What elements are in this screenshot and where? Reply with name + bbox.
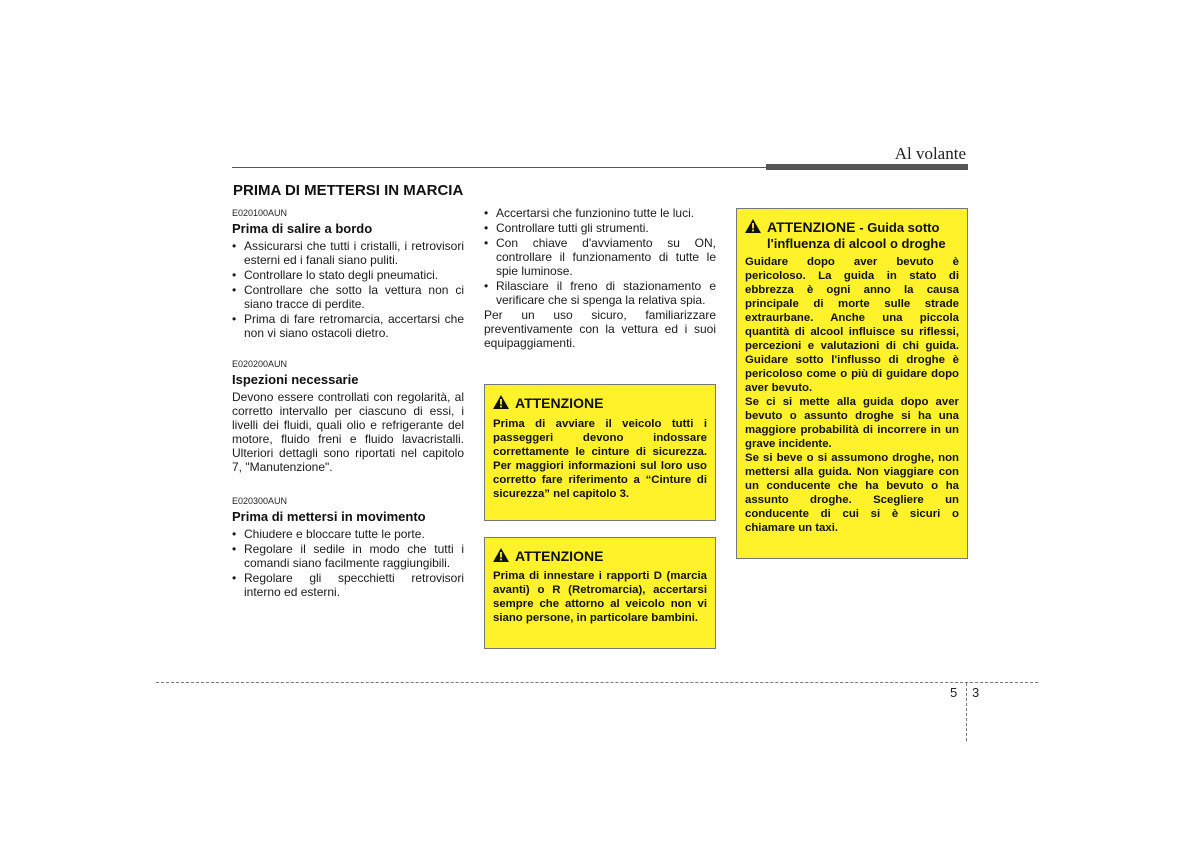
warning-subtitle: - Guida sotto l'influenza di alcool o droghe bbox=[767, 220, 946, 251]
subheading-before-boarding: Prima di salire a bordo bbox=[232, 221, 373, 236]
subheading-inspections: Ispezioni necessarie bbox=[232, 372, 359, 387]
subheading-before-moving: Prima di mettersi in movimento bbox=[232, 509, 426, 524]
warning-box-seatbelts bbox=[484, 384, 716, 521]
list-item: • Regolare gli specchietti retrovisori interno ed esterni. bbox=[232, 571, 464, 599]
list-item: • Prima di fare retromarcia, accertarsi che non vi siano ostacoli dietro. bbox=[232, 312, 464, 340]
warning-title: ATTENZIONE bbox=[515, 395, 604, 411]
header-rule-thin bbox=[232, 167, 766, 168]
warning-title: ATTENZIONE bbox=[515, 548, 604, 564]
running-header-title: Al volante bbox=[894, 144, 966, 163]
warning-triangle-icon bbox=[493, 395, 509, 409]
section-code: E020100AUN bbox=[232, 208, 288, 218]
list-item: • Con chiave d'avviamento su ON, controllare il funzionamento di tutte le spie luminose. bbox=[484, 236, 716, 278]
warning-box-alcohol-drugs bbox=[736, 208, 968, 559]
paragraph-inspections: Devono essere controllati con regolarità, al corretto intervallo per ciascuno di essi, i livelli dei fluidi, quali olio e refrigerante del motore, fluido freni e fluido lavacristalli. Ulteriori dettagli sono riportati nel capitolo 7, "Manutenzione". bbox=[232, 390, 464, 474]
list-item: • Assicurarsi che tutti i cristalli, i retrovisori esterni ed i fanali siano puliti. bbox=[232, 239, 464, 267]
list-item: • Chiudere e bloccare tutte le porte. bbox=[232, 527, 425, 541]
footer-dashed-divider bbox=[966, 683, 967, 741]
section-code: E020300AUN bbox=[232, 496, 288, 506]
warning-text: Prima di avviare il veicolo tutti i passeggeri devono indossare correttamente le cinture di sicurezza. Per maggiori informazioni sul loro uso corretto fare riferimento a “Cinture di sicurezza” nel capitolo 3. bbox=[493, 418, 707, 500]
list-item: • Rilasciare il freno di stazionamento e verificare che si spenga la relativa spia. bbox=[484, 279, 716, 307]
footer-dashed-line bbox=[156, 682, 1038, 683]
paragraph-safe-use: Per un uso sicuro, familiarizzare preventivamente con la vettura ed i suoi equipaggiamenti. bbox=[484, 308, 716, 350]
bullet-list-before-moving bbox=[232, 527, 464, 599]
warning-triangle-icon bbox=[745, 219, 761, 233]
chapter-number: 5 bbox=[950, 685, 958, 700]
bullet-list-before-boarding bbox=[232, 239, 464, 340]
left-column bbox=[232, 208, 464, 600]
warning-paragraph: Se si beve o si assumono droghe, non mettersi alla guida. Non viaggiare con un conducente che ha bevuto o ha assunto droghe. Scegliere un conducente di cui si è sicuri o chiamare un taxi. bbox=[745, 452, 959, 534]
warning-box-gear-engage bbox=[484, 537, 716, 649]
warning-triangle-icon bbox=[493, 548, 509, 562]
list-item: • Controllare che sotto la vettura non ci siano tracce di perdite. bbox=[232, 283, 464, 311]
list-item: • Controllare lo stato degli pneumatici. bbox=[232, 268, 439, 282]
section-code: E020200AUN bbox=[232, 359, 288, 369]
section-title: PRIMA DI METTERSI IN MARCIA bbox=[233, 182, 464, 199]
warning-paragraph: Guidare dopo aver bevuto è pericoloso. La guida in stato di ebbrezza è ogni anno la causa principale di morte sulle strade extraurbane. Anche una piccola quantità di alcool influisce su riflessi, percezioni e valutazioni di chi guida. Guidare sotto l'influsso di droghe è pericoloso come o più di guidare dopo aver bevuto. bbox=[745, 256, 959, 394]
middle-column bbox=[484, 206, 716, 350]
header-rule-thick bbox=[766, 164, 968, 170]
warning-paragraph: Se ci si mette alla guida dopo aver bevuto o assunto droghe si ha una maggiore probabilità di incorrere in un grave incidente. bbox=[745, 396, 959, 450]
warning-title: ATTENZIONE bbox=[767, 219, 856, 235]
list-item: • Accertarsi che funzionino tutte le luci. bbox=[484, 206, 695, 220]
bullet-list-checks bbox=[484, 206, 716, 307]
warning-text: Prima di innestare i rapporti D (marcia avanti) o R (Retromarcia), accertarsi sempre che attorno al veicolo non vi siano persone, in particolare bambini. bbox=[493, 570, 707, 624]
list-item: • Regolare il sedile in modo che tutti i comandi siano facilmente raggiungibili. bbox=[232, 542, 464, 570]
list-item: • Controllare tutti gli strumenti. bbox=[484, 221, 649, 235]
page-number: 3 bbox=[972, 685, 980, 700]
